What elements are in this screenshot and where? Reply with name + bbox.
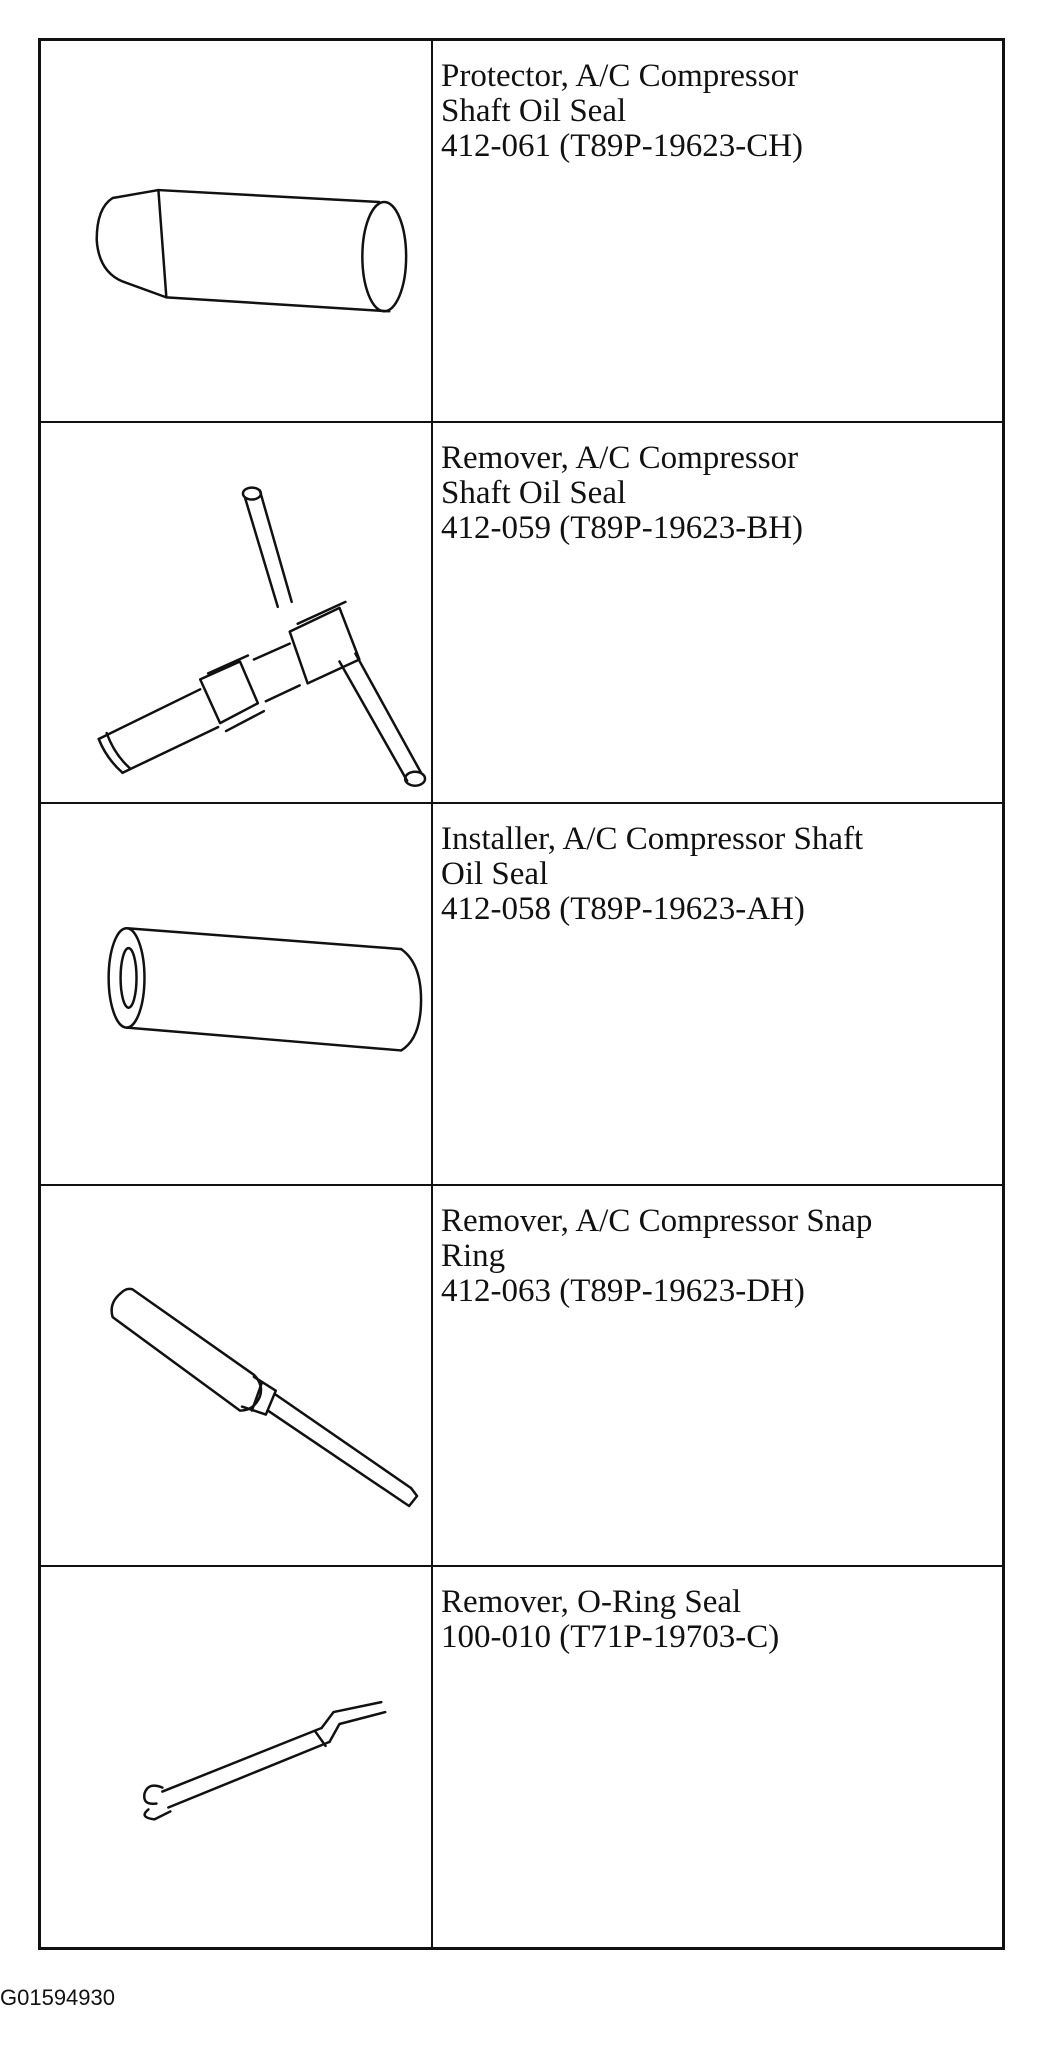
tube-installer-icon — [41, 804, 431, 1184]
tool-text-cell — [433, 1186, 1002, 1566]
pick-hook-icon — [41, 1567, 431, 1947]
tool-name-line: Oil Seal — [441, 856, 549, 893]
special-tools-table — [38, 38, 1005, 1950]
tool-illustration-cell — [41, 423, 433, 803]
tool-name-line: Ring — [441, 1237, 506, 1274]
t-handle-remover-icon — [41, 423, 431, 803]
tool-part-number: 100-010 (T71P-19703-C) — [441, 1619, 780, 1656]
tool-part-number: 412-058 (T89P-19623-AH) — [441, 891, 805, 928]
tool-row — [41, 1567, 1002, 1947]
tool-text-cell — [433, 804, 1002, 1184]
tool-illustration-cell — [41, 1186, 433, 1566]
tool-name-line: Installer, A/C Compressor Shaft — [441, 821, 864, 858]
tool-row — [41, 41, 1002, 423]
tool-illustration-cell — [41, 41, 433, 421]
tool-name-line: Remover, O-Ring Seal — [441, 1584, 742, 1621]
protector-tool-icon — [41, 41, 431, 421]
tool-part-number: 412-061 (T89P-19623-CH) — [441, 128, 804, 164]
tool-name-line: Remover, A/C Compressor Snap — [441, 1202, 873, 1239]
tool-name-line: Protector, A/C Compressor — [441, 58, 799, 94]
tool-part-number: 412-059 (T89P-19623-BH) — [441, 509, 804, 546]
tool-text-cell — [433, 1567, 1002, 1947]
tool-row — [41, 1186, 1002, 1568]
tool-name-line: Shaft Oil Seal — [441, 474, 627, 511]
tool-row — [41, 804, 1002, 1186]
tool-text-cell — [433, 423, 1002, 803]
tool-row — [41, 423, 1002, 805]
tool-illustration-cell — [41, 1567, 433, 1947]
figure-id: G01594930 — [0, 1985, 115, 2010]
tool-text-cell — [433, 41, 1002, 421]
tool-name-line: Shaft Oil Seal — [441, 93, 627, 129]
tool-part-number: 412-063 (T89P-19623-DH) — [441, 1272, 805, 1309]
tool-name-line: Remover, A/C Compressor — [441, 439, 799, 476]
tool-illustration-cell — [41, 804, 433, 1184]
screwdriver-remover-icon — [41, 1186, 431, 1566]
